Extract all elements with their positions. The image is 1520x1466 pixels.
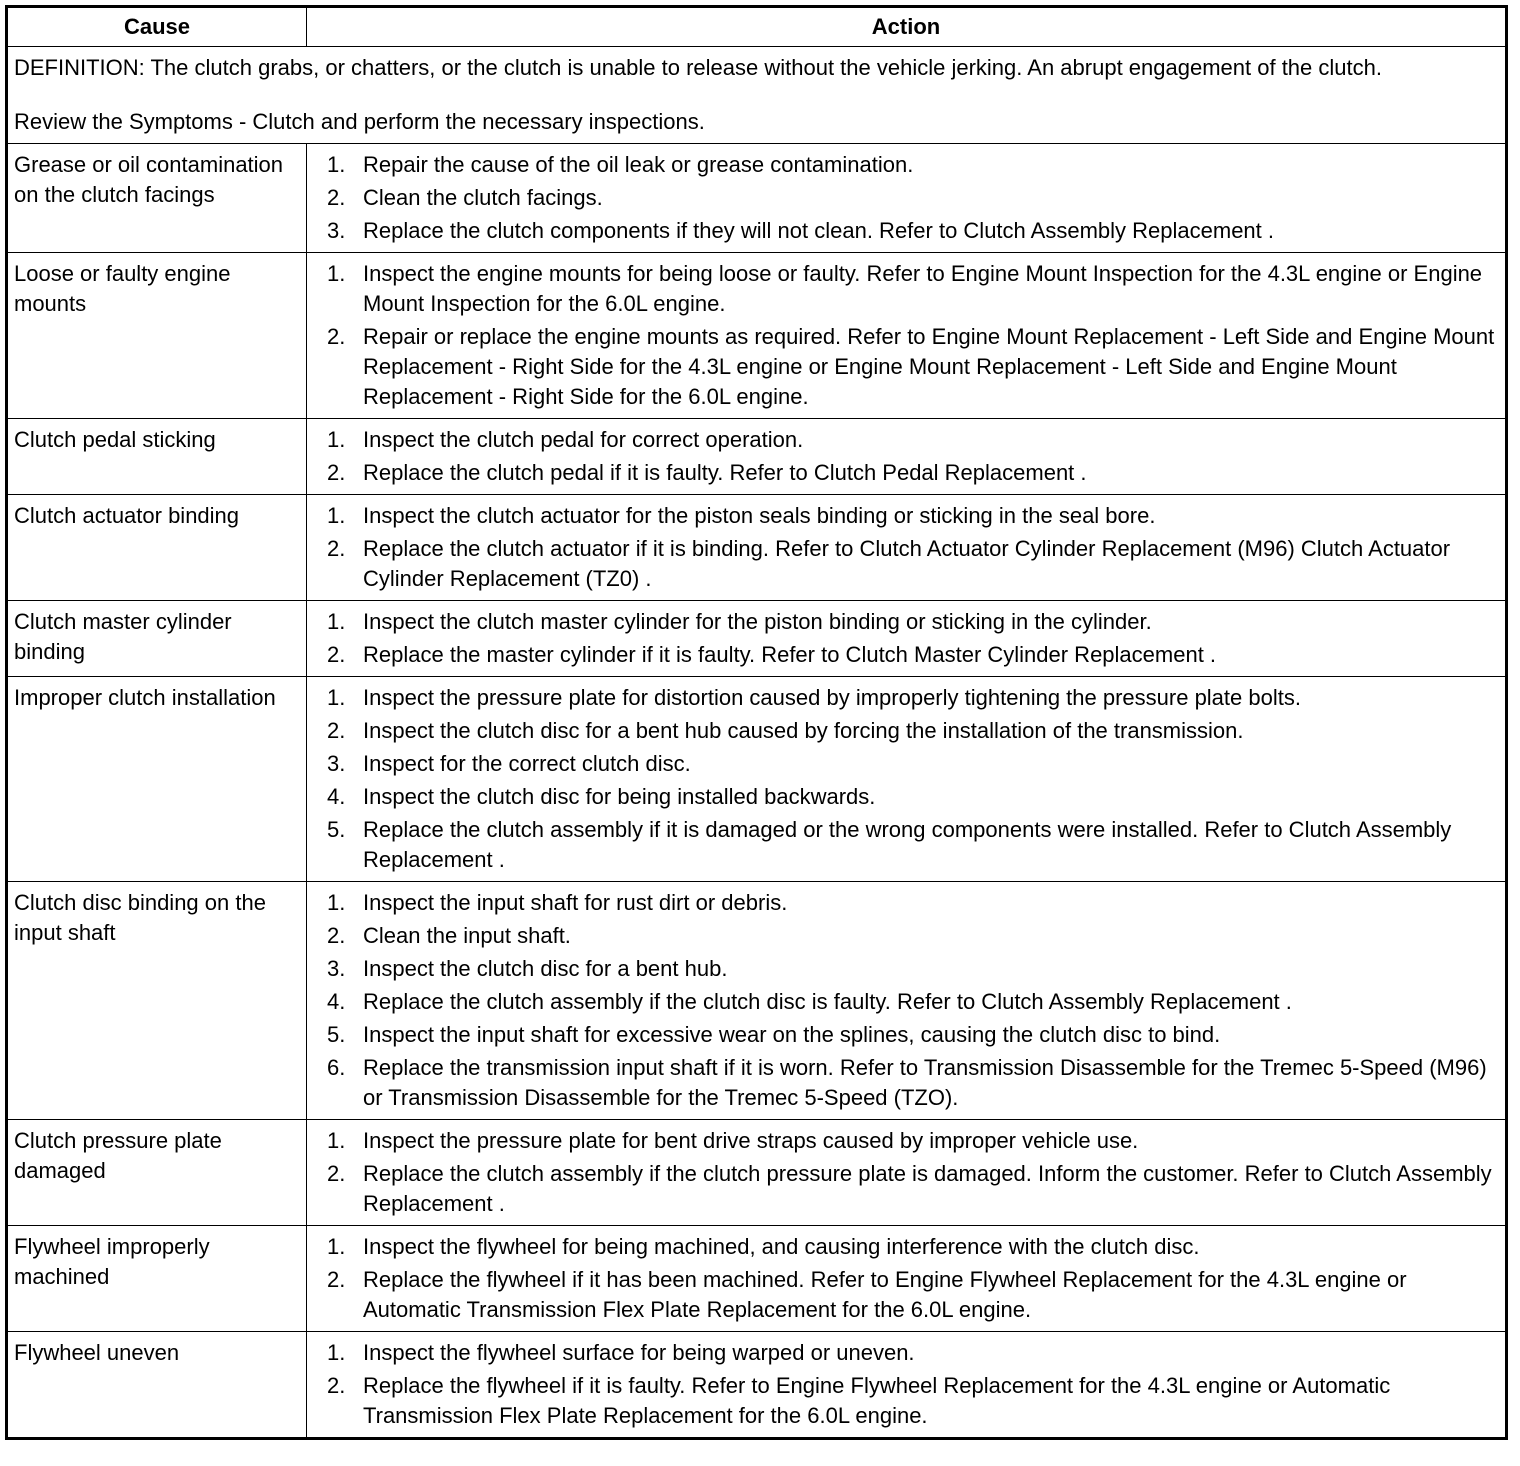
step-text: Clean the input shaft. bbox=[363, 923, 571, 948]
action-step bbox=[313, 1338, 1499, 1368]
table-row bbox=[7, 1120, 1507, 1226]
step-number: 2. bbox=[327, 536, 346, 561]
table-row bbox=[7, 1226, 1507, 1332]
step-text: Inspect the flywheel for being machined, and causing interference with the clutch disc. bbox=[363, 1234, 1200, 1259]
cause-cell: Flywheel improperly machined bbox=[7, 1226, 307, 1332]
action-step bbox=[313, 1126, 1499, 1156]
step-number: 2. bbox=[327, 718, 346, 743]
step-number: 1. bbox=[327, 1234, 346, 1259]
table-row bbox=[7, 601, 1507, 677]
step-number: 1. bbox=[327, 1128, 346, 1153]
action-step bbox=[313, 501, 1499, 531]
table-row bbox=[7, 253, 1507, 419]
step-text: Inspect the engine mounts for being loose or faulty. Refer to Engine Mount Inspection for the 4.3L engine or Engine Mount Inspection for the 6.0L engine. bbox=[363, 261, 1483, 316]
step-text: Replace the clutch actuator if it is binding. Refer to Clutch Actuator Cylinder Replacement (M96) Clutch Actuator Cylinder Replacement (TZ0) . bbox=[363, 536, 1451, 591]
action-step bbox=[313, 216, 1499, 246]
table-row bbox=[7, 419, 1507, 495]
action-cell bbox=[307, 253, 1507, 419]
action-step bbox=[313, 150, 1499, 180]
action-cell bbox=[307, 601, 1507, 677]
cause-cell: Grease or oil contamination on the clutch facings bbox=[7, 144, 307, 253]
step-number: 2. bbox=[327, 324, 346, 349]
action-step bbox=[313, 683, 1499, 713]
action-step bbox=[313, 749, 1499, 779]
step-text: Replace the clutch components if they will not clean. Refer to Clutch Assembly Replacement . bbox=[363, 218, 1275, 243]
step-text: Inspect the pressure plate for distortion caused by improperly tightening the pressure plate bolts. bbox=[363, 685, 1301, 710]
diagnostic-table bbox=[5, 5, 1508, 1440]
cause-cell: Clutch actuator binding bbox=[7, 495, 307, 601]
cause-cell: Clutch pressure plate damaged bbox=[7, 1120, 307, 1226]
cause-header: Cause bbox=[7, 7, 307, 47]
step-number: 2. bbox=[327, 1161, 346, 1186]
action-step bbox=[313, 640, 1499, 670]
action-cell bbox=[307, 144, 1507, 253]
step-number: 3. bbox=[327, 956, 346, 981]
definition-text: DEFINITION: The clutch grabs, or chatters, or the clutch is unable to release without the vehicle jerking. An abrupt engagement of the clutch. bbox=[14, 55, 1382, 80]
action-list bbox=[313, 425, 1499, 488]
review-text: Review the Symptoms - Clutch and perform the necessary inspections. bbox=[14, 109, 705, 134]
action-list bbox=[313, 683, 1499, 875]
step-number: 6. bbox=[327, 1055, 346, 1080]
action-step bbox=[313, 1265, 1499, 1325]
action-step bbox=[313, 1232, 1499, 1262]
table-row bbox=[7, 677, 1507, 882]
action-cell bbox=[307, 882, 1507, 1120]
step-text: Replace the clutch assembly if the clutch disc is faulty. Refer to Clutch Assembly Replacement . bbox=[363, 989, 1292, 1014]
step-number: 1. bbox=[327, 261, 346, 286]
action-list bbox=[313, 1338, 1499, 1431]
table-row bbox=[7, 495, 1507, 601]
step-number: 2. bbox=[327, 185, 346, 210]
step-number: 3. bbox=[327, 751, 346, 776]
action-cell bbox=[307, 419, 1507, 495]
action-step bbox=[313, 322, 1499, 412]
step-text: Inspect the pressure plate for bent drive straps caused by improper vehicle use. bbox=[363, 1128, 1139, 1153]
cause-cell: Flywheel uneven bbox=[7, 1332, 307, 1439]
cause-cell: Clutch pedal sticking bbox=[7, 419, 307, 495]
step-text: Clean the clutch facings. bbox=[363, 185, 603, 210]
cause-cell: Loose or faulty engine mounts bbox=[7, 253, 307, 419]
step-text: Inspect for the correct clutch disc. bbox=[363, 751, 691, 776]
step-text: Repair or replace the engine mounts as required. Refer to Engine Mount Replacement - Left Side and Engine Mount Replacement - Right Side for the 4.3L engine or Engine Mount Replacement - Left Side and Engine Mount Replacement - Right Side for the 6.0L engine. bbox=[363, 324, 1495, 409]
action-cell bbox=[307, 1226, 1507, 1332]
step-number: 1. bbox=[327, 890, 346, 915]
step-text: Replace the flywheel if it is faulty. Refer to Engine Flywheel Replacement for the 4.3L engine or Automatic Transmission Flex Plate Replacement for the 6.0L engine. bbox=[363, 1373, 1391, 1428]
step-number: 1. bbox=[327, 685, 346, 710]
action-step bbox=[313, 815, 1499, 875]
action-cell bbox=[307, 677, 1507, 882]
header-row bbox=[7, 7, 1507, 47]
action-step bbox=[313, 1371, 1499, 1431]
action-step bbox=[313, 716, 1499, 746]
step-text: Inspect the clutch master cylinder for the piston binding or sticking in the cylinder. bbox=[363, 609, 1152, 634]
action-step bbox=[313, 888, 1499, 918]
action-cell bbox=[307, 1120, 1507, 1226]
action-cell bbox=[307, 495, 1507, 601]
step-number: 1. bbox=[327, 609, 346, 634]
action-list bbox=[313, 607, 1499, 670]
action-step bbox=[313, 458, 1499, 488]
action-list bbox=[313, 1126, 1499, 1219]
step-text: Inspect the input shaft for excessive wear on the splines, causing the clutch disc to bind. bbox=[363, 1022, 1221, 1047]
step-text: Replace the clutch assembly if the clutch pressure plate is damaged. Inform the customer. Refer to Clutch Assembly Replacement . bbox=[363, 1161, 1492, 1216]
step-number: 1. bbox=[327, 503, 346, 528]
table-row bbox=[7, 882, 1507, 1120]
action-list bbox=[313, 888, 1499, 1113]
step-text: Replace the transmission input shaft if it is worn. Refer to Transmission Disassemble for the Tremec 5-Speed (M96) or Transmission Disassemble for the Tremec 5-Speed (TZO). bbox=[363, 1055, 1487, 1110]
table-row bbox=[7, 1332, 1507, 1439]
step-number: 1. bbox=[327, 427, 346, 452]
action-list bbox=[313, 1232, 1499, 1325]
step-text: Inspect the clutch pedal for correct operation. bbox=[363, 427, 804, 452]
action-step bbox=[313, 607, 1499, 637]
action-cell bbox=[307, 1332, 1507, 1439]
action-step bbox=[313, 1053, 1499, 1113]
step-text: Inspect the flywheel surface for being warped or uneven. bbox=[363, 1340, 915, 1365]
step-number: 5. bbox=[327, 817, 346, 842]
step-text: Replace the master cylinder if it is faulty. Refer to Clutch Master Cylinder Replacement . bbox=[363, 642, 1217, 667]
step-number: 3. bbox=[327, 218, 346, 243]
step-number: 1. bbox=[327, 1340, 346, 1365]
action-step bbox=[313, 954, 1499, 984]
action-step bbox=[313, 782, 1499, 812]
step-text: Inspect the clutch disc for a bent hub caused by forcing the installation of the transmission. bbox=[363, 718, 1244, 743]
step-text: Inspect the clutch disc for a bent hub. bbox=[363, 956, 728, 981]
cause-cell: Clutch master cylinder binding bbox=[7, 601, 307, 677]
step-number: 2. bbox=[327, 1373, 346, 1398]
step-text: Inspect the clutch actuator for the piston seals binding or sticking in the seal bore. bbox=[363, 503, 1156, 528]
step-number: 2. bbox=[327, 642, 346, 667]
action-step bbox=[313, 534, 1499, 594]
step-number: 5. bbox=[327, 1022, 346, 1047]
action-header: Action bbox=[307, 7, 1507, 47]
action-step bbox=[313, 1159, 1499, 1219]
step-number: 1. bbox=[327, 152, 346, 177]
action-step bbox=[313, 259, 1499, 319]
definition-cell bbox=[7, 47, 1507, 144]
step-text: Replace the clutch pedal if it is faulty. Refer to Clutch Pedal Replacement . bbox=[363, 460, 1087, 485]
action-step bbox=[313, 183, 1499, 213]
action-step bbox=[313, 987, 1499, 1017]
step-text: Replace the flywheel if it has been machined. Refer to Engine Flywheel Replacement for the 4.3L engine or Automatic Transmission Flex Plate Replacement for the 6.0L engine. bbox=[363, 1267, 1407, 1322]
action-list bbox=[313, 150, 1499, 246]
cause-cell: Improper clutch installation bbox=[7, 677, 307, 882]
table-row bbox=[7, 144, 1507, 253]
step-number: 2. bbox=[327, 923, 346, 948]
cause-cell: Clutch disc binding on the input shaft bbox=[7, 882, 307, 1120]
action-step bbox=[313, 921, 1499, 951]
step-text: Repair the cause of the oil leak or grease contamination. bbox=[363, 152, 914, 177]
step-text: Inspect the input shaft for rust dirt or debris. bbox=[363, 890, 788, 915]
step-number: 4. bbox=[327, 989, 346, 1014]
action-list bbox=[313, 501, 1499, 594]
step-text: Replace the clutch assembly if it is damaged or the wrong components were installed. Refer to Clutch Assembly Replacement . bbox=[363, 817, 1452, 872]
step-number: 2. bbox=[327, 1267, 346, 1292]
step-number: 2. bbox=[327, 460, 346, 485]
step-text: Inspect the clutch disc for being installed backwards. bbox=[363, 784, 876, 809]
action-list bbox=[313, 259, 1499, 412]
definition-row bbox=[7, 47, 1507, 144]
action-step bbox=[313, 425, 1499, 455]
action-step bbox=[313, 1020, 1499, 1050]
step-number: 4. bbox=[327, 784, 346, 809]
